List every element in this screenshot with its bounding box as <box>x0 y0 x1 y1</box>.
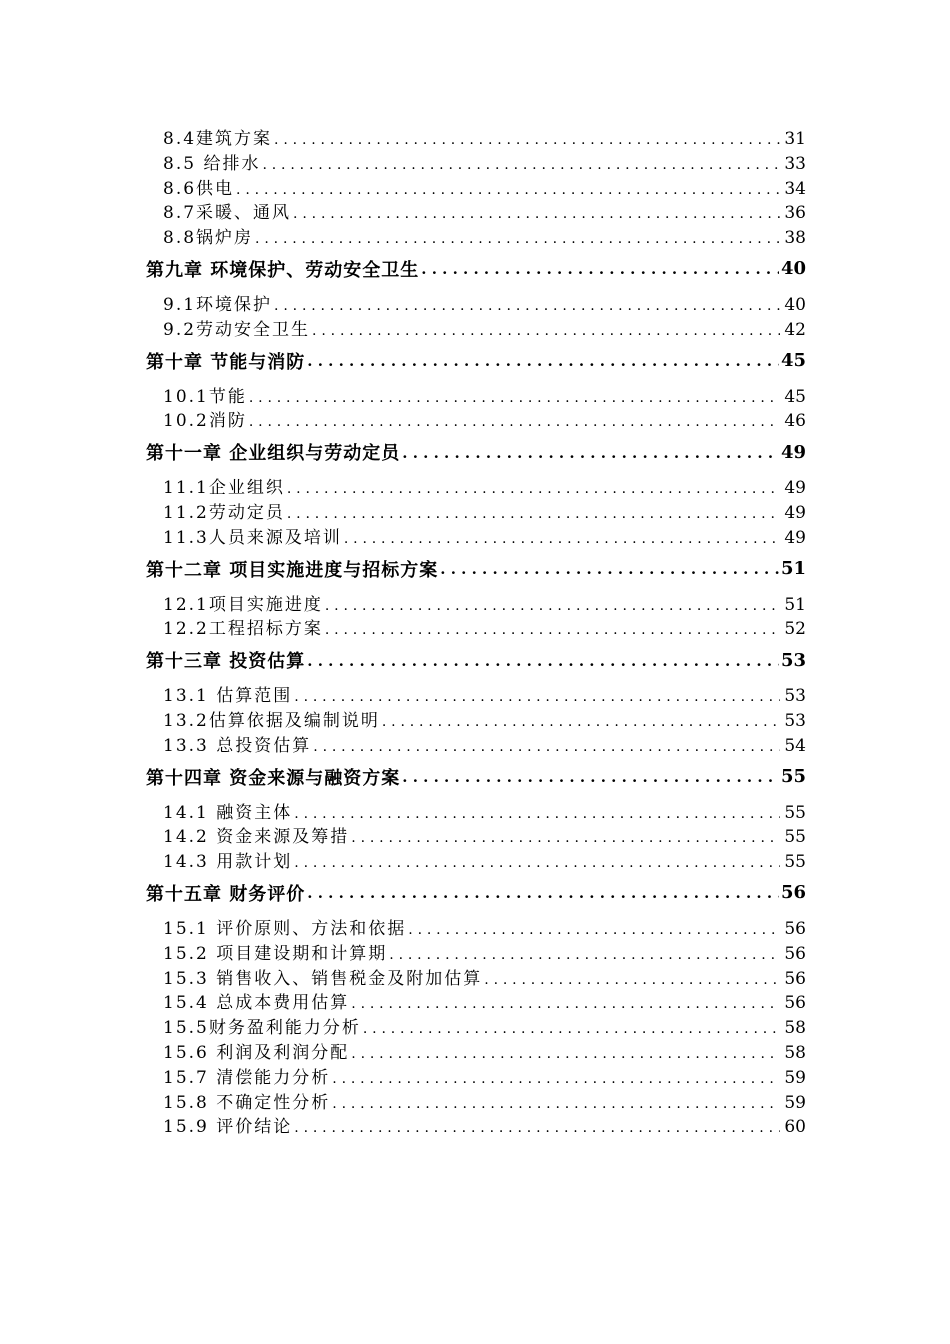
toc-dot-leader <box>307 650 779 671</box>
toc-chapter-entry[interactable] <box>146 344 806 378</box>
toc-entry-title: 第十三章 投资估算 <box>146 651 306 673</box>
toc-section-entry[interactable] <box>146 149 806 174</box>
toc-entry-title: 10.2消防 <box>163 411 247 432</box>
toc-section-entry[interactable] <box>146 1088 806 1113</box>
toc-entry-title: 8.4建筑方案 <box>163 129 273 149</box>
toc-page-number: 53 <box>780 649 806 671</box>
toc-chapter-entry[interactable] <box>146 252 806 286</box>
toc-section-entry[interactable] <box>146 939 806 964</box>
toc-dot-leader <box>484 969 780 989</box>
toc-dot-leader <box>294 1117 780 1137</box>
toc-chapter-entry[interactable] <box>146 760 806 794</box>
toc-section-entry[interactable] <box>146 964 806 989</box>
toc-page-number: 60 <box>784 1117 806 1138</box>
toc-page-number: 38 <box>784 228 806 248</box>
toc-entry-title: 10.1节能 <box>163 386 247 407</box>
toc-page-number: 45 <box>780 350 806 372</box>
toc-dot-leader <box>293 203 780 223</box>
toc-entry-title: 8.6供电 <box>163 178 235 199</box>
toc-section-entry[interactable] <box>146 198 806 223</box>
toc-page-number: 45 <box>784 386 806 407</box>
toc-dot-leader <box>274 129 780 149</box>
toc-page-number: 51 <box>784 594 806 615</box>
toc-section-entry[interactable] <box>146 1038 806 1063</box>
toc-page-number: 58 <box>784 1018 806 1038</box>
toc-dot-leader <box>332 1068 780 1088</box>
toc-page-number: 55 <box>784 852 806 872</box>
toc-entry-title: 12.2工程招标方案 <box>163 619 323 640</box>
toc-section-entry[interactable] <box>146 174 806 199</box>
toc-section-entry[interactable] <box>146 315 806 340</box>
toc-page-number: 31 <box>784 129 806 149</box>
toc-entry-title: 9.1环境保护 <box>163 294 273 315</box>
toc-section-entry[interactable] <box>146 590 806 615</box>
toc-section-entry[interactable] <box>146 847 806 872</box>
toc-section-entry[interactable] <box>146 1112 806 1137</box>
toc-dot-leader <box>389 944 780 964</box>
toc-dot-leader <box>294 803 780 823</box>
toc-dot-leader <box>262 154 780 174</box>
toc-entry-title: 13.3 总投资估算 <box>163 735 312 756</box>
toc-dot-leader <box>294 852 780 872</box>
toc-entry-title: 15.8 不确定性分析 <box>163 1092 331 1113</box>
toc-dot-leader <box>236 179 780 199</box>
toc-entry-title: 第十一章 企业组织与劳动定员 <box>146 443 401 465</box>
toc-chapter-entry[interactable] <box>146 435 806 469</box>
toc-entry-title: 15.9 评价结论 <box>163 1117 293 1138</box>
toc-entry-title: 15.1 评价原则、方法和依据 <box>163 918 407 939</box>
toc-page-number: 46 <box>784 411 806 432</box>
toc-page-number: 49 <box>784 478 806 498</box>
toc-dot-leader <box>274 295 780 315</box>
toc-page-number: 52 <box>784 619 806 640</box>
toc-entry-title: 14.2 资金来源及筹措 <box>163 827 350 848</box>
toc-page-number: 49 <box>784 502 806 523</box>
toc-page-number: 55 <box>784 802 806 823</box>
toc-dot-leader <box>351 1043 780 1063</box>
toc-section-entry[interactable] <box>146 523 806 548</box>
toc-dot-leader <box>402 766 779 787</box>
toc-chapter-entry[interactable] <box>146 552 806 586</box>
toc-page-number: 51 <box>780 558 806 580</box>
toc-dot-leader <box>363 1018 780 1038</box>
toc-chapter-entry[interactable] <box>146 876 806 910</box>
toc-section-entry[interactable] <box>146 731 806 756</box>
toc-entry-title: 15.7 清偿能力分析 <box>163 1067 331 1088</box>
toc-page-number: 34 <box>784 178 806 199</box>
toc-dot-leader <box>325 619 780 639</box>
toc-page-number: 40 <box>784 294 806 315</box>
toc-dot-leader <box>255 228 780 248</box>
toc-dot-leader <box>408 919 780 939</box>
toc-section-entry[interactable] <box>146 382 806 407</box>
toc-section-entry[interactable] <box>146 914 806 939</box>
toc-dot-leader <box>382 711 780 731</box>
toc-section-entry[interactable] <box>146 1063 806 1088</box>
toc-dot-leader <box>307 882 779 903</box>
toc-page-number: 40 <box>780 258 806 280</box>
toc-dot-leader <box>287 503 780 523</box>
toc-entry-title: 11.3人员来源及培训 <box>163 527 342 548</box>
toc-entry-title: 15.5财务盈利能力分析 <box>163 1018 361 1038</box>
toc-section-entry[interactable] <box>146 798 806 823</box>
toc-dot-leader <box>313 736 780 756</box>
toc-entry-title: 15.6 利润及利润分配 <box>163 1042 350 1063</box>
toc-entry-title: 15.3 销售收入、销售税金及附加估算 <box>163 968 483 989</box>
toc-section-entry[interactable] <box>146 822 806 847</box>
toc-entry-title: 14.3 用款计划 <box>163 852 293 872</box>
toc-entry-title: 第十章 节能与消防 <box>146 351 306 373</box>
toc-page-number: 58 <box>784 1042 806 1063</box>
toc-section-entry[interactable] <box>146 290 806 315</box>
toc-page-number: 33 <box>784 153 806 174</box>
toc-entry-title: 第十四章 资金来源与融资方案 <box>146 767 401 789</box>
toc-dot-leader <box>440 558 779 579</box>
toc-page-number: 36 <box>784 203 806 224</box>
toc-dot-leader <box>325 595 780 615</box>
toc-entry-title: 15.2 项目建设期和计算期 <box>163 943 388 964</box>
toc-entry-title: 8.8锅炉房 <box>163 228 254 248</box>
toc-page-number: 49 <box>780 441 806 463</box>
toc-section-entry[interactable] <box>146 614 806 639</box>
toc-section-entry[interactable] <box>146 124 806 149</box>
toc-entry-title: 第十二章 项目实施进度与招标方案 <box>146 559 439 581</box>
toc-dot-leader <box>249 411 780 431</box>
toc-dot-leader <box>307 350 779 371</box>
toc-page-number: 59 <box>784 1067 806 1088</box>
toc-dot-leader <box>351 993 780 1013</box>
toc-entry-title: 11.1企业组织 <box>163 478 285 498</box>
toc-dot-leader <box>344 528 780 548</box>
toc-dot-leader <box>249 387 780 407</box>
toc-dot-leader <box>312 320 780 340</box>
toc-page-number: 56 <box>784 993 806 1014</box>
toc-entry-title: 第九章 环境保护、劳动安全卫生 <box>146 259 420 281</box>
toc-page-number: 59 <box>784 1092 806 1113</box>
toc-entry-title: 12.1项目实施进度 <box>163 594 323 615</box>
toc-entry-title: 第十五章 财务评价 <box>146 883 306 905</box>
toc-dot-leader <box>294 686 780 706</box>
toc-section-entry[interactable] <box>146 988 806 1013</box>
toc-page-number: 54 <box>784 735 806 756</box>
toc-page-number: 53 <box>784 710 806 731</box>
toc-entry-title: 11.2劳动定员 <box>163 502 285 523</box>
toc-page-number: 55 <box>784 827 806 848</box>
toc-section-entry[interactable] <box>146 498 806 523</box>
toc-entry-title: 8.5 给排水 <box>163 153 261 174</box>
toc-dot-leader <box>402 442 779 463</box>
toc-section-entry[interactable] <box>146 681 806 706</box>
toc-entry-title: 13.2估算依据及编制说明 <box>163 710 380 731</box>
toc-page-number: 56 <box>784 918 806 939</box>
toc-page-number: 53 <box>784 686 806 706</box>
toc-dot-leader <box>351 827 780 847</box>
toc-page-number: 42 <box>784 319 806 340</box>
toc-page-number: 56 <box>784 943 806 964</box>
toc-section-entry[interactable] <box>146 473 806 498</box>
toc-section-entry[interactable] <box>146 706 806 731</box>
toc-page-number: 56 <box>784 968 806 989</box>
toc-entry-title: 9.2劳动安全卫生 <box>163 319 311 340</box>
toc-dot-leader <box>332 1093 780 1113</box>
toc-entry-title: 13.1 估算范围 <box>163 686 293 706</box>
toc-section-entry[interactable] <box>146 406 806 431</box>
toc-chapter-entry[interactable] <box>146 643 806 677</box>
toc-section-entry[interactable] <box>146 223 806 248</box>
toc-dot-leader <box>421 258 779 279</box>
toc-page-number: 55 <box>780 766 806 788</box>
toc-section-entry[interactable] <box>146 1013 806 1038</box>
toc-page-number: 56 <box>780 882 806 904</box>
toc-entry-title: 8.7采暖、通风 <box>163 203 292 224</box>
toc-dot-leader <box>287 478 780 498</box>
toc-entry-title: 15.4 总成本费用估算 <box>163 993 350 1014</box>
table-of-contents <box>146 124 806 1137</box>
toc-page-number: 49 <box>784 527 806 548</box>
toc-entry-title: 14.1 融资主体 <box>163 802 293 823</box>
